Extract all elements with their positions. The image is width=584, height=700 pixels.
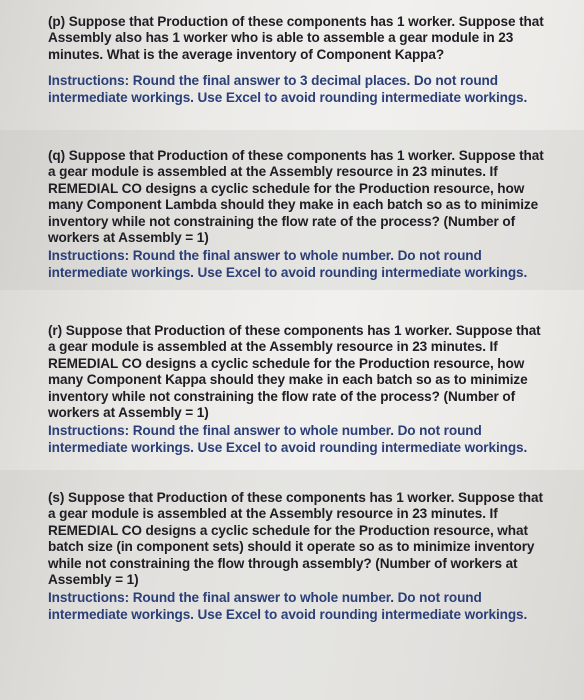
question-s-instructions: Instructions: Round the final answer to whole number. Do not round intermediate workings. Use Excel to avoid rounding intermediate workings. [48,590,528,622]
question-q-instructions: Instructions: Round the final answer to whole number. Do not round intermediate workings. Use Excel to avoid rounding intermediate workings. [48,248,528,280]
question-p-instructions: Instructions: Round the final answer to 3 decimal places. Do not round intermediate workings. Use Excel to avoid rounding intermediate workings. [48,73,528,105]
question-s-prompt: (s) Suppose that Production of these components has 1 worker. Suppose that a gear module is assembled at the Assembly resource in 23 minutes. If REMEDIAL CO designs a cyclic schedule for the Production resource, what batch size (in component sets) should it operate so as to minimize inventory while not constraining the flow through assembly? (Number of workers at Assembly = 1) [48,490,543,588]
question-q [48,148,548,281]
question-r-instructions: Instructions: Round the final answer to whole number. Do not round intermediate workings. Use Excel to avoid rounding intermediate workings. [48,423,528,455]
question-r [48,323,548,456]
question-s [48,490,548,623]
question-q-prompt: (q) Suppose that Production of these components has 1 worker. Suppose that a gear module is assembled at the Assembly resource in 23 minutes. If REMEDIAL CO designs a cyclic schedule for the Production resource, how many Component Lambda should they make in each batch so as to minimize inventory while not constraining the flow rate of the process? (Number of workers at Assembly = 1) [48,148,544,246]
question-r-prompt: (r) Suppose that Production of these components has 1 worker. Suppose that a gear module is assembled at the Assembly resource in 23 minutes. If REMEDIAL CO designs a cyclic schedule for the Production resource, how many Component Kappa should they make in each batch so as to minimize inventory while not constraining the flow rate of the process? (Number of workers at Assembly = 1) [48,323,541,421]
question-p-prompt: (p) Suppose that Production of these components has 1 worker. Suppose that Assembly also has 1 worker who is able to assemble a gear module in 23 minutes. What is the average inventory of Component Kappa? [48,14,544,62]
question-p [48,14,548,106]
